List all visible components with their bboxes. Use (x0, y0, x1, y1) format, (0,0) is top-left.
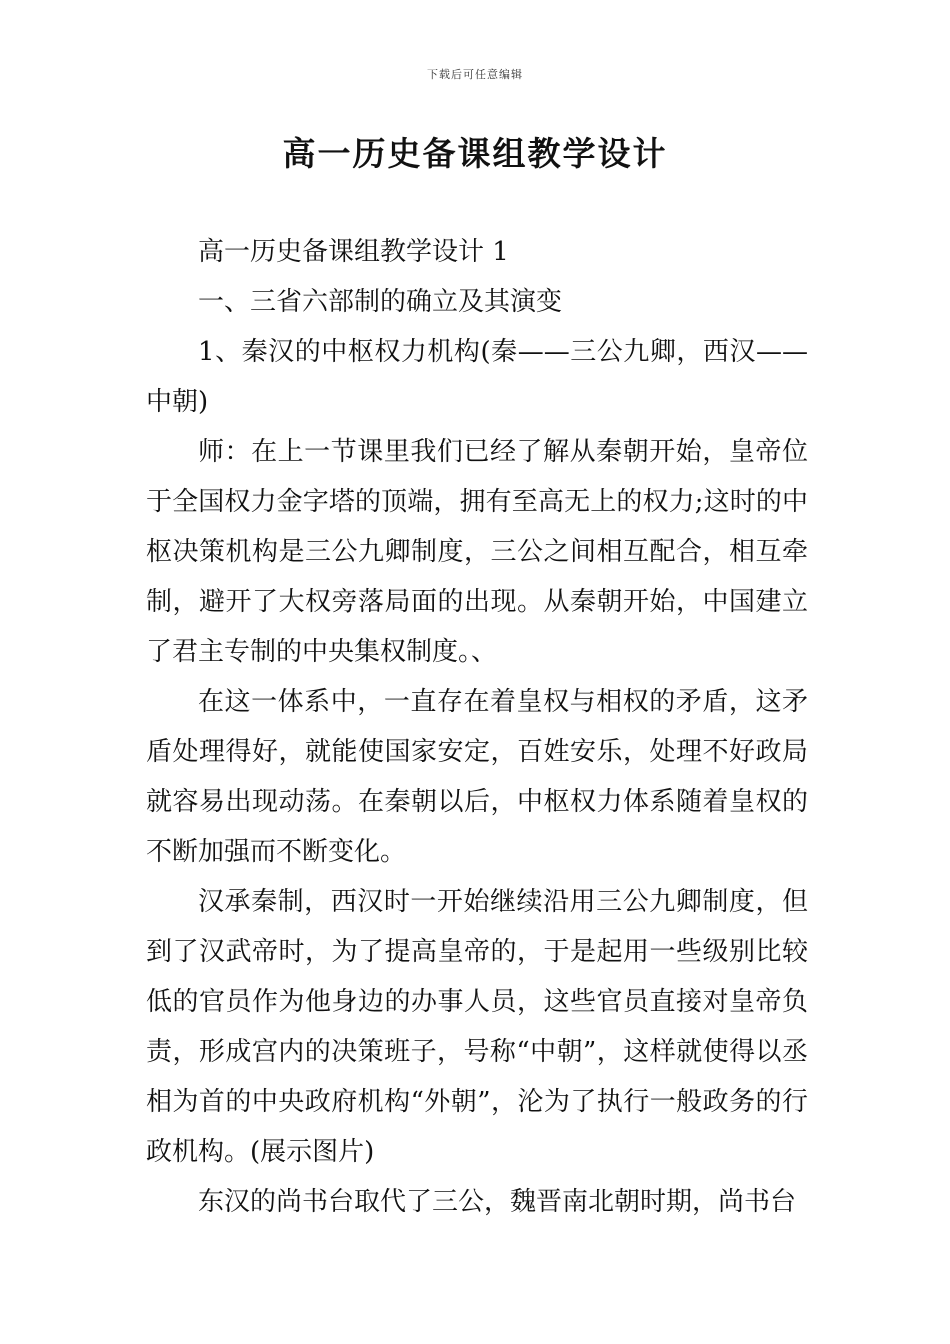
document-body (146, 227, 808, 1227)
paragraph-eastern-han: 东汉的尚书台取代了三公，魏晋南北朝时期，尚书台 (198, 1187, 797, 1217)
paragraph-subtitle: 高一历史备课组教学设计 1 (198, 237, 509, 267)
document-title: 高一历史备课组教学设计 (282, 134, 668, 173)
header-note: 下载后可任意编辑 (427, 68, 523, 81)
paragraph-section-heading: 一、三省六部制的确立及其演变 (198, 287, 563, 317)
paragraph-conflict: 在这一体系中，一直存在着皇权与相权的矛盾，这矛盾处理得好，就能使国家安定，百姓安乐，处理不好政局就容易出现动荡。在秦朝以后，中枢权力体系随着皇权的不断加强而不断变化。 (146, 687, 808, 867)
paragraph-teacher-intro: 师：在上一节课里我们已经了解从秦朝开始，皇帝位于全国权力金字塔的顶端，拥有至高无上的权力;这时的中枢决策机构是三公九卿制度，三公之间相互配合，相互牵制，避开了大权旁落局面的出现。从秦朝开始，中国建立了君主专制的中央集权制度。、 (146, 437, 808, 667)
paragraph-han-system: 汉承秦制，西汉时一开始继续沿用三公九卿制度，但到了汉武帝时，为了提高皇帝的，于是起用一些级别比较低的官员作为他身边的办事人员，这些官员直接对皇帝负责，形成宫内的决策班子，号称“中朝”，这样就使得以丞相为首的中央政府机构“外朝”，沦为了执行一般政务的行政机构。(展示图片) (146, 887, 808, 1167)
paragraph-subheading: 1、秦汉的中枢权力机构(秦——三公九卿，西汉——中朝) (146, 337, 808, 417)
